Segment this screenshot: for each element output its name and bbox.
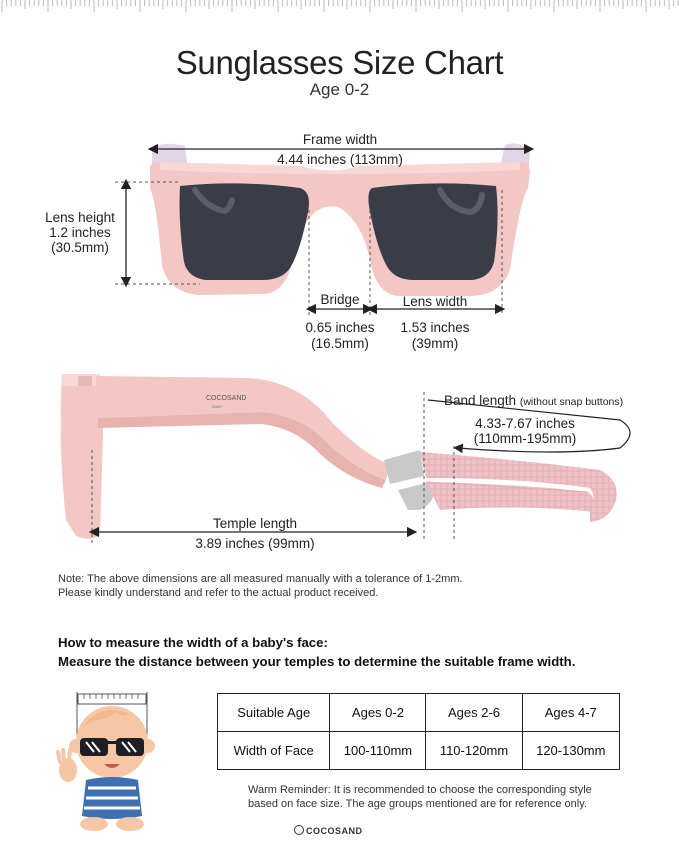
baby-illustration <box>50 688 160 833</box>
baby-sunglasses-icon <box>80 738 108 756</box>
measure-instruction: Measure the distance between your temples to determine the suitable frame width. <box>58 654 576 669</box>
lens-right <box>368 183 497 280</box>
table-row <box>218 694 620 732</box>
lens-height-label: Lens height <box>45 210 115 225</box>
reminder-line-2: based on face size. The age groups mentioned are for reference only. <box>248 798 587 810</box>
ruler-icon <box>78 694 146 704</box>
frame-width-value: 4.44 inches (113mm) <box>277 152 403 167</box>
side-view-illustration <box>0 360 679 560</box>
table-cell-width: 120-130mm <box>522 732 619 770</box>
warm-reminder <box>248 783 592 811</box>
reminder-line-1: Warm Reminder: It is recommended to choose the corresponding style <box>248 784 592 796</box>
bridge-inches: 0.65 inches <box>305 320 375 335</box>
band-clip-top <box>384 450 424 484</box>
arm-brand-sub: BABY <box>212 404 223 409</box>
lens-height-mm: (30.5mm) <box>51 240 109 255</box>
arm-brand-text: COCOSAND <box>206 395 247 402</box>
table-row-label: Width of Face <box>218 732 330 770</box>
measure-heading: How to measure the width of a baby's face: <box>58 635 328 650</box>
table-row <box>218 732 620 770</box>
page-title: Sunglasses Size Chart <box>175 44 504 81</box>
table-cell-width: 100-110mm <box>330 732 426 770</box>
page-subtitle: Age 0-2 <box>309 80 370 99</box>
table-header-label: Suitable Age <box>218 694 330 732</box>
note-line-2: Please kindly understand and refer to the actual product received. <box>58 587 379 599</box>
band-length-inches: 4.33-7.67 inches <box>475 416 575 431</box>
lens-width-label: Lens width <box>402 294 468 309</box>
bridge-label: Bridge <box>320 292 360 307</box>
brand-logo-icon <box>294 825 304 835</box>
lens-width-mm: (39mm) <box>411 336 459 351</box>
band-length-note: (without snap buttons) <box>519 396 624 408</box>
band-clip-bottom <box>398 482 433 510</box>
measurement-note <box>58 572 463 600</box>
measure-instructions <box>58 633 575 671</box>
note-line-1: Note: The above dimensions are all measured manually with a tolerance of 1-2mm. <box>58 573 463 585</box>
table-cell-width: 110-120mm <box>426 732 522 770</box>
table-cell-age: Ages 4-7 <box>522 694 619 732</box>
band-length-label: Band length (without snap buttons) <box>444 393 624 408</box>
temple-length-value: 3.89 inches (99mm) <box>195 536 315 551</box>
table-cell-age: Ages 2-6 <box>426 694 522 732</box>
band-length-mm: (110mm-195mm) <box>473 431 577 446</box>
table-cell-age: Ages 0-2 <box>330 694 426 732</box>
size-table <box>217 693 620 770</box>
footer-brand: COCOSAND <box>306 826 363 836</box>
lens-height-inches: 1.2 inches <box>49 225 111 240</box>
bridge-mm: (16.5mm) <box>311 336 369 351</box>
frame-width-label: Frame width <box>302 132 378 147</box>
temple-length-label: Temple length <box>212 516 298 531</box>
lens-width-inches: 1.53 inches <box>400 320 470 335</box>
